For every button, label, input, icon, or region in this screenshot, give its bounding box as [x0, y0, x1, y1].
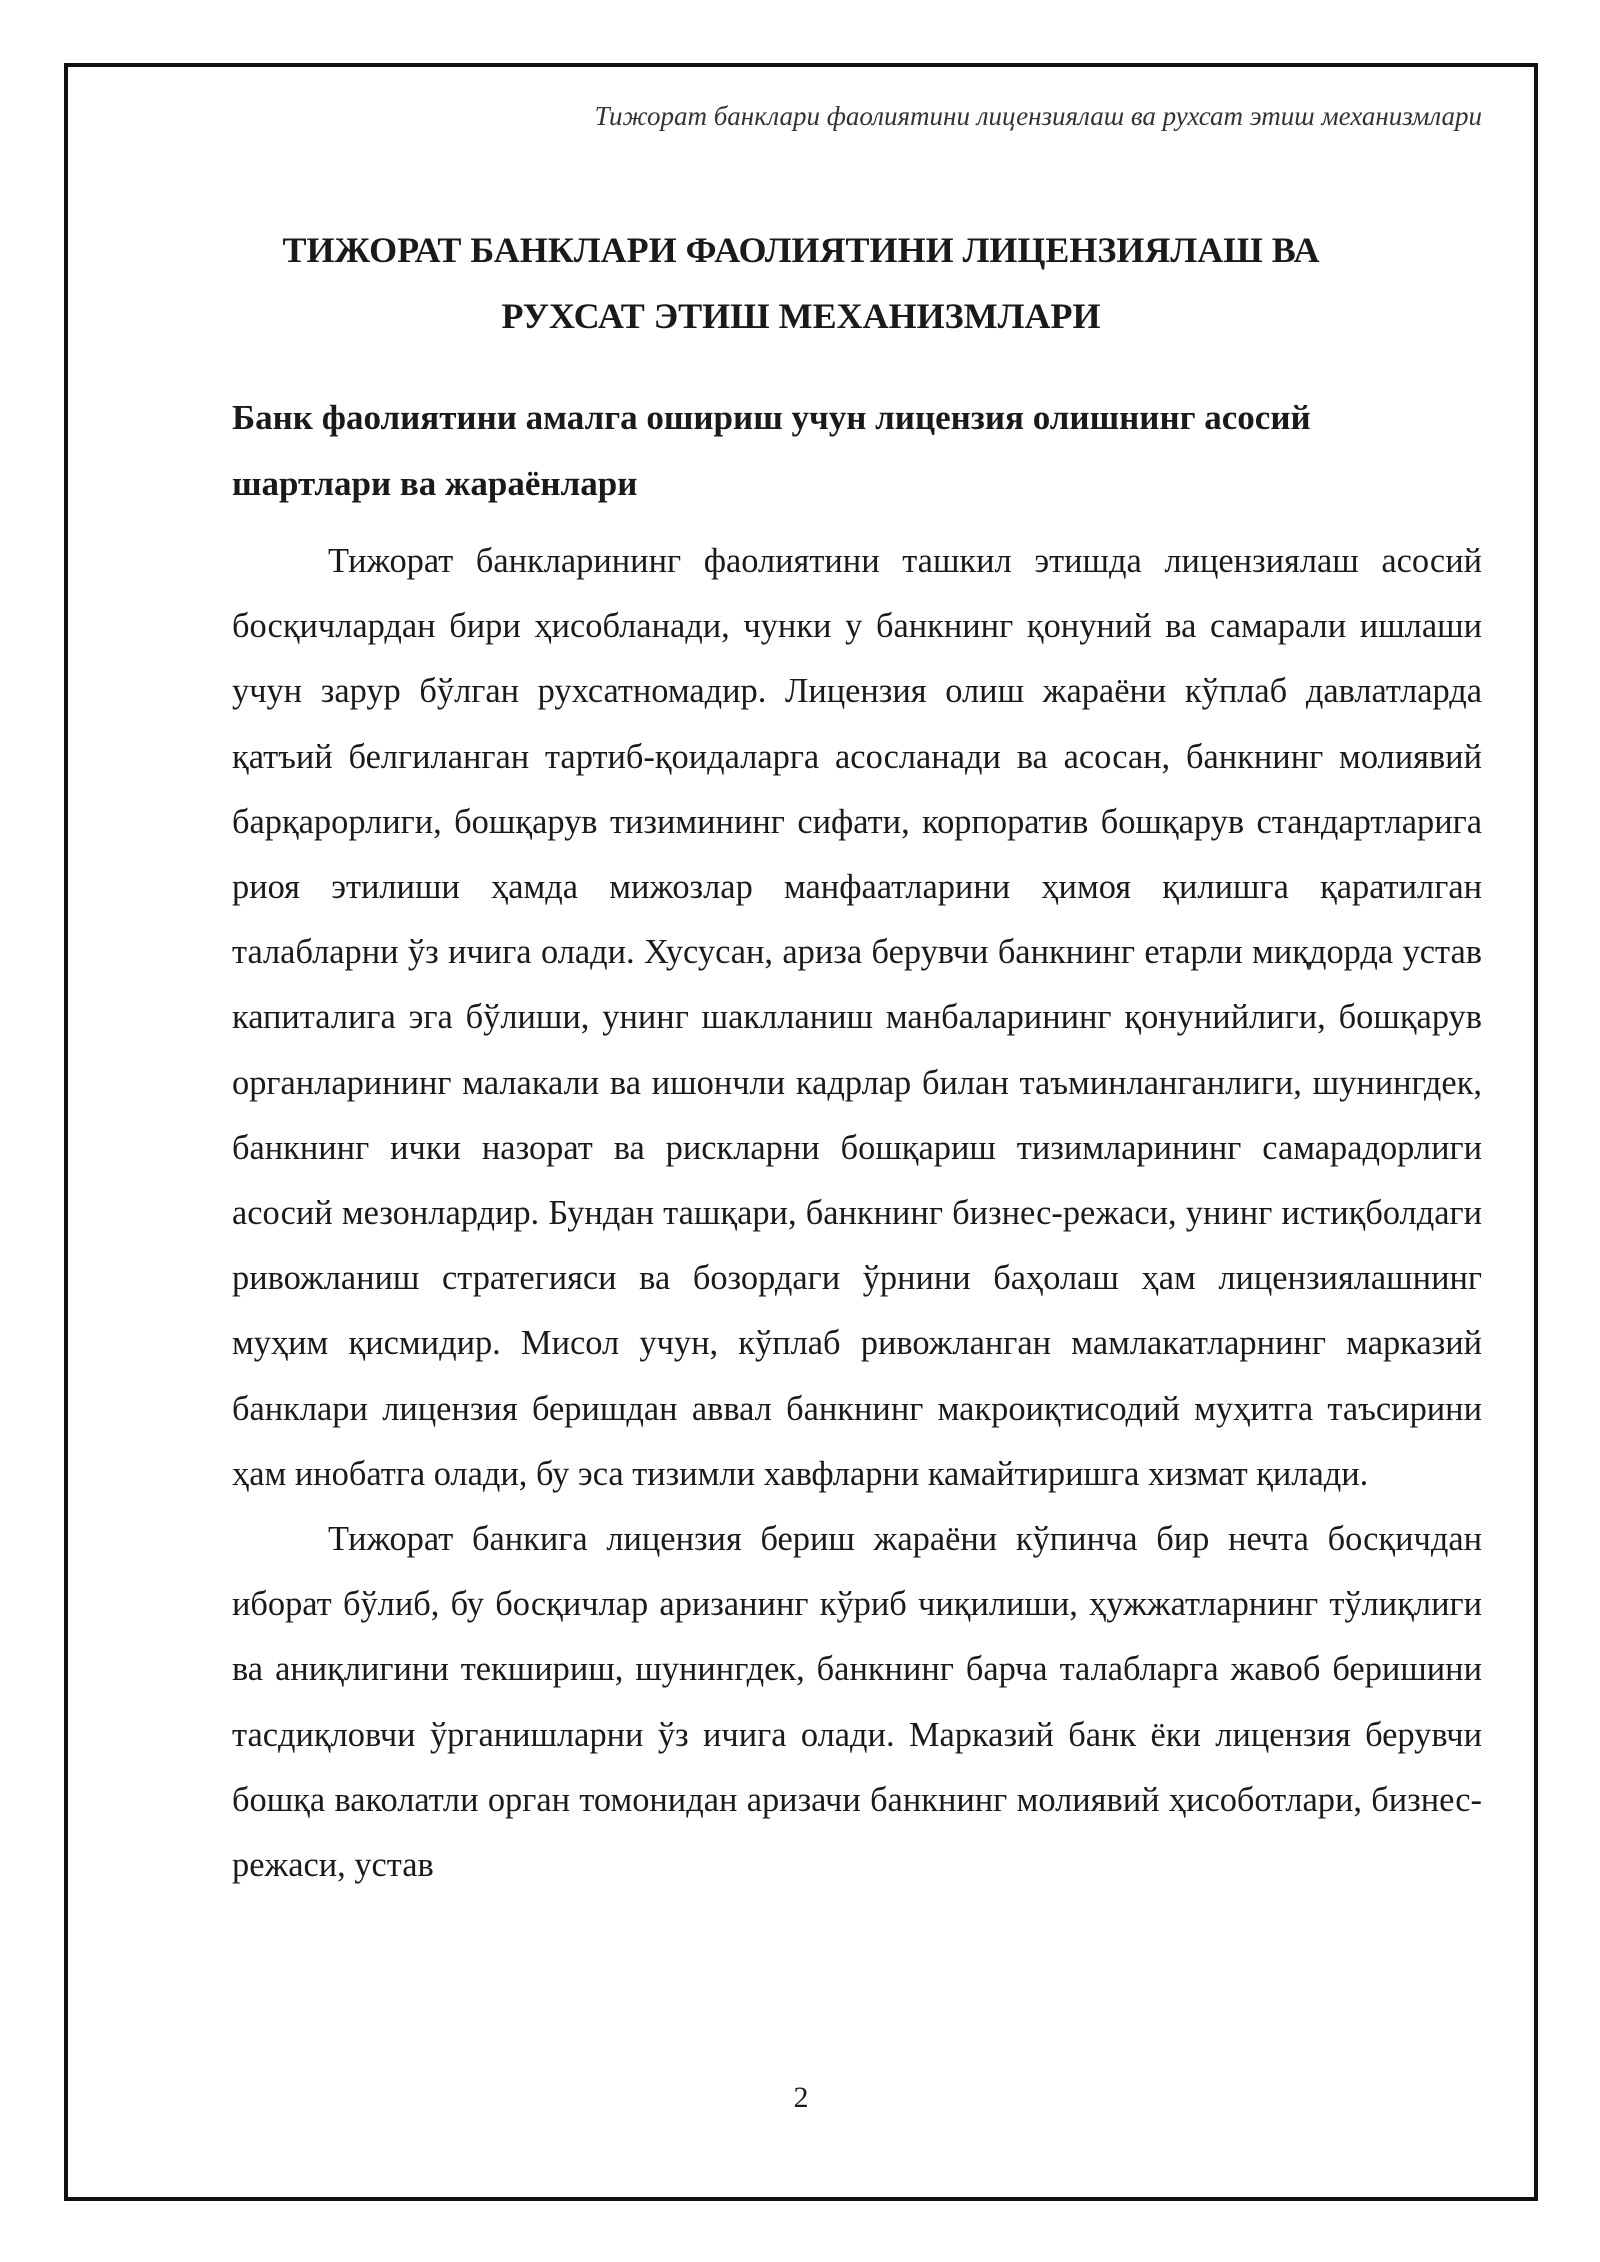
- page-frame: [64, 63, 1538, 2201]
- running-header: Тижорат банклари фаолиятини лицензиялаш ва рухсат этиш механизмлари: [594, 101, 1482, 131]
- section-heading-line-2: шартлари ва жараёнлари: [232, 464, 638, 503]
- page-number: 2: [793, 2081, 809, 2114]
- paragraph-1: Тижорат банкларининг фаолиятини ташкил этишда лицензиялаш асосий босқичлардан бири ҳисобланади, чунки у банкнинг қонуний ва самарали ишлаши учун зарур бўлган рухсатномадир. Лицензия олиш жараёни кўплаб давлатларда қатъий белгиланган тартиб-қоидаларга асосланади ва асосан, банкнинг молиявий барқарорлиги, бошқарув тизимининг сифати, корпоратив бошқарув стандартларига риоя этилиши ҳамда мижозлар манфаатларини ҳимоя қилишга қаратилган талабларни ўз ичига олади. Хусусан, ариза берувчи банкнинг етарли миқдорда устав капиталига эга бўлиши, унинг шаклланиш манбаларининг қонунийлиги, бошқарув органларининг малакали ва ишончли кадрлар билан таъминланганлиги, шунингдек, банкнинг ички назорат ва рискларни бошқариш тизимларининг самарадорлиги асосий мезонлардир. Бундан ташқари, банкнинг бизнес-режаси, унинг истиқболдаги ривожланиш стратегияси ва бозордаги ўрнини баҳолаш ҳам лицензиялашнинг муҳим қисмидир. Мисол учун, кўплаб ривожланган мамлакатларнинг марказий банклари лицензия беришдан аввал банкнинг макроиқтисодий муҳитга таъсирини ҳам инобатга олади, бу эса тизимли хавфларни камайтиришга хизмат қилади.: [232, 542, 1482, 1493]
- document-title-line-2: РУХСАТ ЭТИШ МЕХАНИЗМЛАРИ: [501, 296, 1101, 336]
- section-heading-line-1: Банк фаолиятини амалга ошириш учун лицензия олишнинг асосий: [232, 398, 1311, 437]
- document-title-line-1: ТИЖОРАТ БАНКЛАРИ ФАОЛИЯТИНИ ЛИЦЕНЗИЯЛАШ ВА: [282, 230, 1320, 270]
- body-text: [232, 529, 1482, 1898]
- paragraph-2: Тижорат банкига лицензия бериш жараёни кўпинча бир нечта босқичдан иборат бўлиб, бу босқичлар аризанинг кўриб чиқилиши, ҳужжатларнинг тўлиқлиги ва аниқлигини текшириш, шунингдек, банкнинг барча талабларга жавоб беришини тасдиқловчи ўрганишларни ўз ичига олади. Марказий банк ёки лицензия берувчи бошқа ваколатли орган томонидан аризачи банкнинг молиявий ҳисоботлари, бизнес-режаси, устав: [232, 1520, 1482, 1885]
- document-title: [168, 217, 1434, 349]
- section-heading: [232, 385, 1482, 517]
